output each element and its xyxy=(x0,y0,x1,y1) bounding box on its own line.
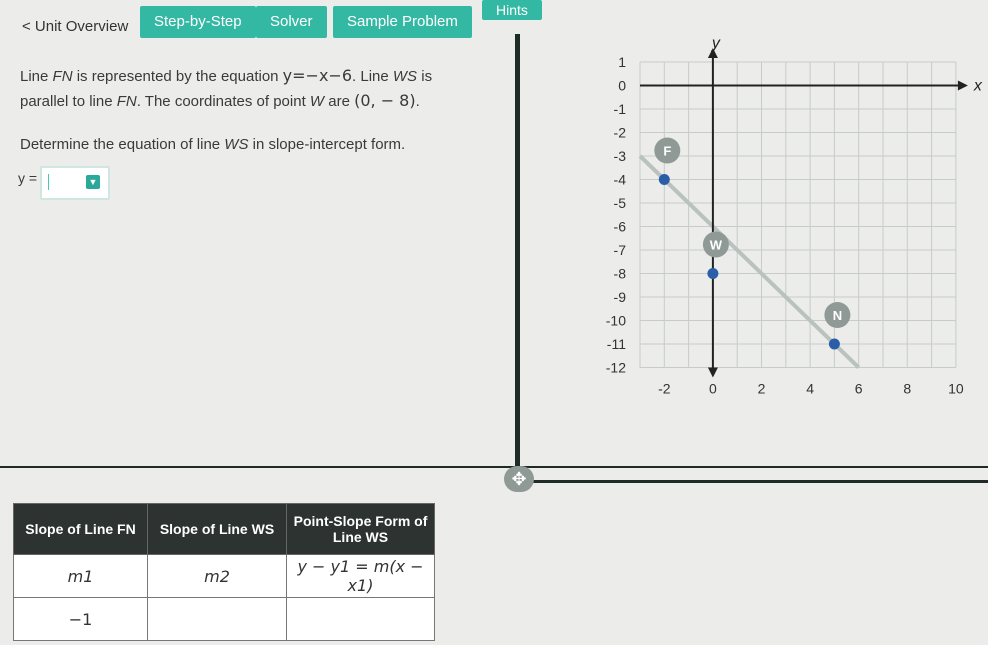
table-cell xyxy=(148,598,287,641)
problem-statement: Line FN is represented by the equation y=−x−6. Line WS is parallel to line FN. The coordinates of point W are (0, − 8). xyxy=(20,66,433,110)
y-tick-label: -11 xyxy=(606,336,626,352)
x-axis-arrow-icon xyxy=(958,81,968,91)
table-cell xyxy=(287,598,435,641)
vertical-divider[interactable] xyxy=(515,34,520,466)
x-tick-label: -2 xyxy=(658,380,671,397)
table-header: Slope of Line WS xyxy=(148,504,287,555)
x-tick-label: 8 xyxy=(903,380,912,397)
line-fn xyxy=(640,156,859,368)
graph-svg xyxy=(560,35,982,400)
y-axis-arrow-down-icon xyxy=(708,368,718,378)
x-tick-label: 10 xyxy=(948,380,964,397)
x-axis-label: x xyxy=(973,77,982,95)
equation: y=−x−6 xyxy=(282,66,353,85)
y-axis-label: y xyxy=(711,35,720,52)
text-caret xyxy=(48,174,49,190)
y-tick-label: -3 xyxy=(613,148,626,164)
move-handle-icon[interactable]: ✥ xyxy=(504,466,534,492)
answer-row xyxy=(18,170,98,187)
y-tick-label: -9 xyxy=(613,289,626,305)
y-tick-label: -12 xyxy=(605,359,626,376)
point-w xyxy=(707,268,718,279)
table-header: Slope of Line FN xyxy=(14,504,148,555)
y-tick-label: -8 xyxy=(613,265,626,282)
x-tick-label: 4 xyxy=(806,380,814,397)
table-cell: m2 xyxy=(148,555,287,598)
tab-sample-problem[interactable]: Sample Problem xyxy=(333,6,472,38)
table-cell: y − y1 = m(x − x1) xyxy=(287,555,435,598)
coordinate-graph xyxy=(560,35,982,405)
horizontal-divider-right xyxy=(520,480,988,483)
y-tick-label: -2 xyxy=(613,124,626,141)
x-tick-label: 0 xyxy=(709,380,717,397)
table-cell: m1 xyxy=(14,555,148,598)
y-tick-label: 1 xyxy=(618,54,626,70)
answer-input[interactable] xyxy=(40,166,110,200)
y-tick-label: 0 xyxy=(618,77,626,94)
tab-hints[interactable]: Hints xyxy=(482,0,542,20)
y-tick-label: -6 xyxy=(613,218,626,235)
table-cell: −1 xyxy=(14,598,148,641)
question-text: Determine the equation of line WS in slope-intercept form. xyxy=(20,136,406,153)
point-coordinates: (0, − 8) xyxy=(354,91,416,110)
x-tick-label: 6 xyxy=(854,380,863,397)
answer-label: y = xyxy=(18,170,38,186)
y-tick-label: -4 xyxy=(613,171,626,188)
x-tick-label: 2 xyxy=(757,380,766,397)
point-label: W xyxy=(709,237,723,253)
tab-solver[interactable]: Solver xyxy=(256,6,327,38)
horizontal-divider[interactable] xyxy=(0,466,988,468)
table-header: Point-Slope Form of Line WS xyxy=(287,504,435,555)
y-tick-label: -1 xyxy=(613,101,626,117)
y-tick-label: -10 xyxy=(605,312,626,329)
slope-info-table xyxy=(13,503,435,641)
y-tick-label: -5 xyxy=(613,195,626,211)
unit-overview-link[interactable]: < Unit Overview xyxy=(22,18,129,35)
point-n xyxy=(829,339,840,350)
point-f xyxy=(659,174,670,185)
tab-step-by-step[interactable]: Step-by-Step xyxy=(140,6,256,38)
point-label: F xyxy=(663,143,672,159)
dropdown-arrow-icon[interactable]: ▼ xyxy=(86,175,100,189)
point-label: N xyxy=(832,308,843,323)
top-nav xyxy=(0,0,988,44)
y-tick-label: -7 xyxy=(613,242,626,258)
